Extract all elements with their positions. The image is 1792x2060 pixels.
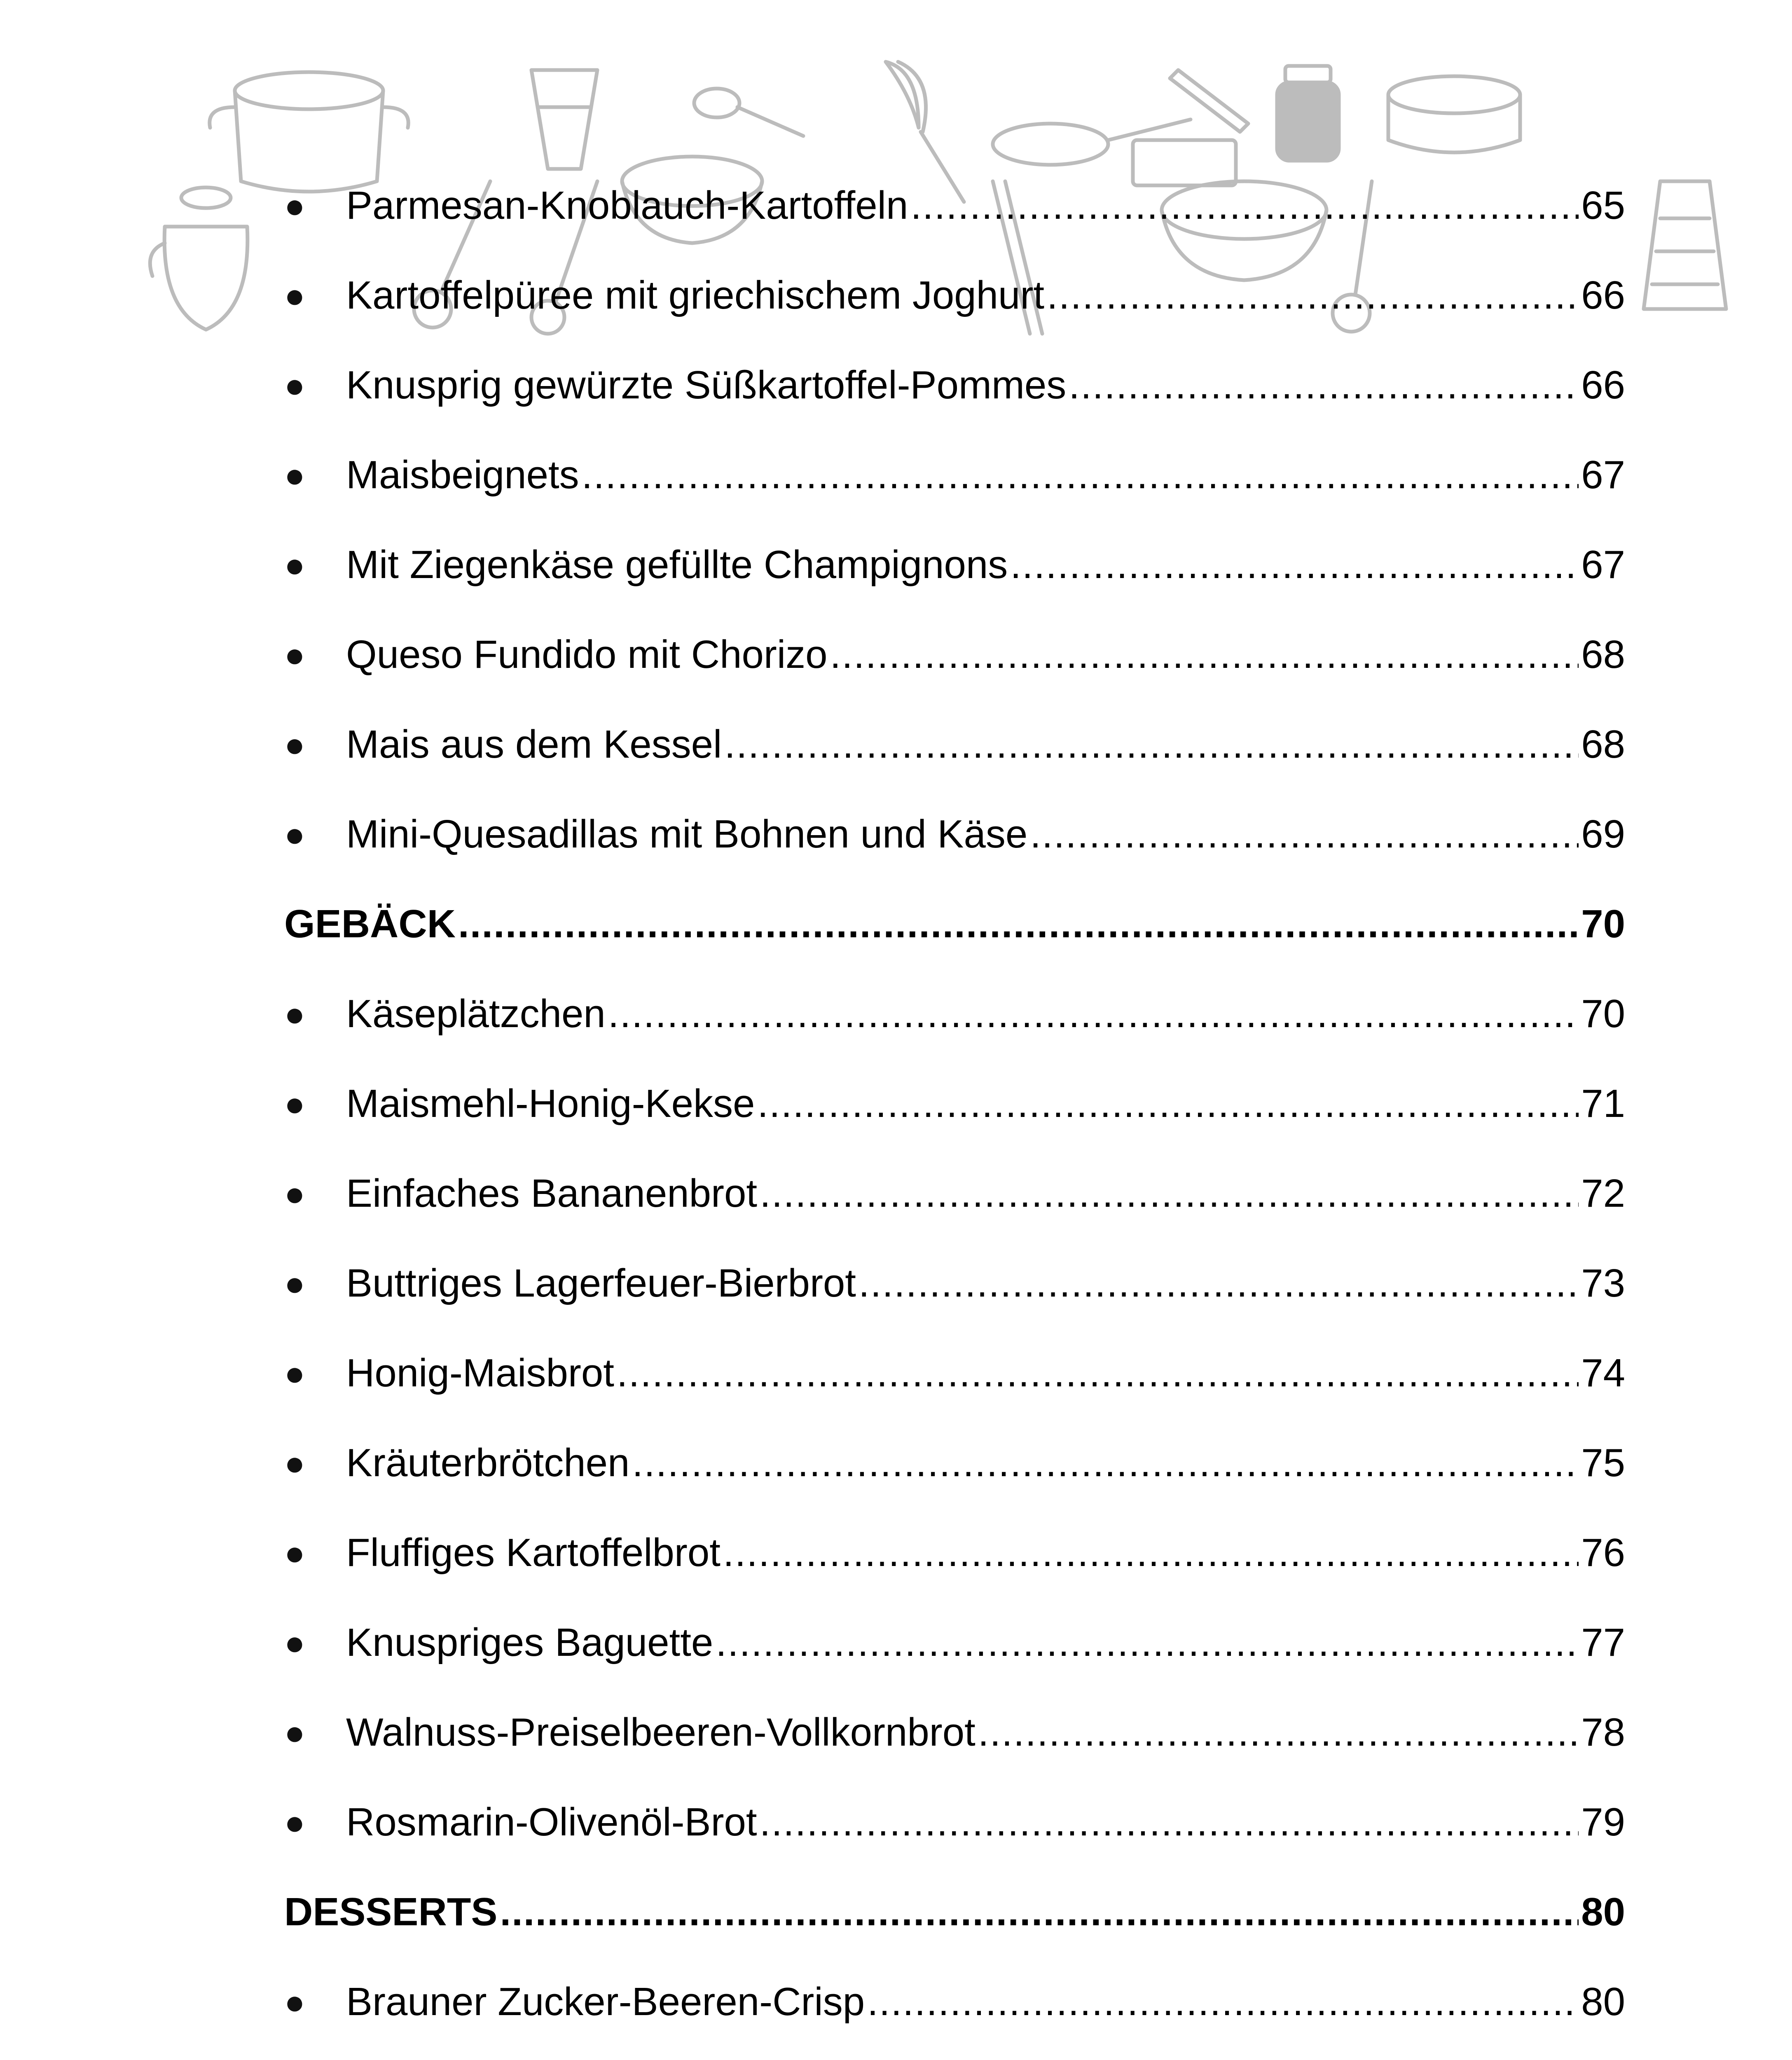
dot-leader [582,455,1579,495]
dot-leader [760,1802,1579,1842]
dot-leader [632,1443,1579,1483]
toc-entry-page-number: 68 [1581,722,1625,766]
toc-entry [284,1059,1625,1149]
toc-entry-page-number: 74 [1581,1351,1625,1395]
dot-leader [458,904,1579,944]
toc-entry-title: Honig-Maisbrot [346,1351,614,1395]
dot-leader [1010,545,1579,585]
toc-entry-page-number: 66 [1581,363,1625,407]
toc-entry-title: Mini-Quesadillas mit Bohnen und Käse [346,812,1028,856]
bullet-icon: ● [284,186,305,225]
toc-section-heading [284,879,1625,969]
pan-icon [993,119,1191,165]
dot-leader [724,725,1579,764]
bullet-icon: ● [284,276,305,315]
toc-entry-page-number: 67 [1581,543,1625,587]
toc-entry [284,520,1625,610]
dot-leader [830,635,1579,674]
toc-entry-title: GEBÄCK [284,902,456,946]
bullet-icon: ● [284,815,305,854]
toc-entry-title: Queso Fundido mit Chorizo [346,632,828,677]
toc-entry [284,1149,1625,1238]
toc-entry [284,340,1625,430]
toc-entry-page-number: 70 [1581,902,1625,946]
toc-entry [284,1238,1625,1328]
bullet-icon: ● [284,995,305,1033]
toc-entry-page-number: 66 [1581,273,1625,317]
toc-entry-page-number: 73 [1581,1261,1625,1305]
toc-entry [284,1598,1625,1688]
bullet-icon: ● [284,1354,305,1393]
dot-leader [1030,815,1579,854]
toc-entry [284,1777,1625,1867]
dot-leader [910,186,1579,225]
toc-entry-title: Rosmarin-Olivenöl-Brot [346,1800,757,1844]
sugar-bowl-icon [150,187,248,330]
bullet-icon: ● [284,1983,305,2021]
toc-entry-title: Maisbeignets [346,453,579,497]
toc-entry-page-number: 80 [1581,1890,1625,1934]
toc-entry-title: DESSERTS [284,1890,498,1934]
toc-entry-page-number: 68 [1581,632,1625,677]
dot-leader [608,994,1579,1034]
toc-entry-page-number: 78 [1581,1710,1625,1754]
toc-entry [284,610,1625,700]
bullet-icon: ● [284,1533,305,1572]
toc-entry-page-number: 69 [1581,812,1625,856]
bullet-icon: ● [284,1084,305,1123]
dot-leader [723,1533,1579,1573]
bullet-icon: ● [284,725,305,764]
bullet-icon: ● [284,1803,305,1842]
bullet-icon: ● [284,456,305,494]
toc-entry-title: Kräuterbrötchen [346,1441,630,1485]
grater-icon [1644,181,1726,309]
toc-entry-page-number: 72 [1581,1171,1625,1215]
toc-entry-title: Brauner Zucker-Beeren-Crisp [346,1980,865,2024]
toc-entry-page-number: 70 [1581,992,1625,1036]
dot-leader [500,1892,1579,1932]
toc-entry-page-number: 80 [1581,1980,1625,2024]
toc-entry [284,1508,1625,1598]
toc-entry-title: Knuspriges Baguette [346,1620,714,1664]
toc-entry [284,1328,1625,1418]
bullet-icon: ● [284,635,305,674]
toc-entry-title: Knusprig gewürzte Süßkartoffel-Pommes [346,363,1067,407]
toc-entry-title: Mit Ziegenkäse gefüllte Champignons [346,543,1008,587]
dot-leader [867,1982,1579,2022]
dot-leader [1069,365,1579,405]
toc-entry-title: Buttriges Lagerfeuer-Bierbrot [346,1261,856,1305]
toc-entry-title: Käseplätzchen [346,992,606,1036]
toc-entry-title: Walnuss-Preiselbeeren-Vollkornbrot [346,1710,976,1754]
toc-entry [284,1957,1625,2047]
bullet-icon: ● [284,1174,305,1213]
cake-tin-icon [1388,76,1520,152]
spoon-icon [694,89,803,136]
dot-leader [716,1623,1579,1662]
toc-entry-page-number: 65 [1581,183,1625,227]
bullet-icon: ● [284,1444,305,1482]
toc-entry [284,250,1625,340]
toc-entry-title: Einfaches Bananenbrot [346,1171,758,1215]
toc-entry [284,789,1625,879]
bullet-icon: ● [284,1264,305,1303]
toc-entry-title: Parmesan-Knoblauch-Kartoffeln [346,183,908,227]
bullet-icon: ● [284,1623,305,1662]
toc-entry-page-number: 67 [1581,453,1625,497]
bullet-icon: ● [284,1713,305,1752]
toc-entry-page-number: 79 [1581,1800,1625,1844]
dot-leader [1047,276,1579,315]
bullet-icon: ● [284,545,305,584]
table-of-contents [284,161,1625,2060]
glass-icon [531,70,597,169]
toc-entry-page-number: 71 [1581,1082,1625,1126]
toc-entry-title: Maismehl-Honig-Kekse [346,1082,755,1126]
toc-entry [284,700,1625,789]
toc-entry-page-number: 75 [1581,1441,1625,1485]
toc-entry-page-number: 77 [1581,1620,1625,1664]
dot-leader [760,1174,1579,1213]
jar-icon [1277,66,1339,161]
toc-section-heading [284,1867,1625,1957]
dot-leader [617,1353,1579,1393]
toc-entry [284,1418,1625,1508]
dot-leader [757,1084,1579,1124]
toc-entry [284,161,1625,250]
toc-entry [284,430,1625,520]
toc-entry-title: Fluffiges Kartoffelbrot [346,1531,721,1575]
dot-leader [859,1264,1579,1303]
bullet-icon: ● [284,366,305,405]
toc-entry [284,969,1625,1059]
toc-entry [284,2047,1625,2060]
toc-entry-title: Mais aus dem Kessel [346,722,722,766]
toc-entry-page-number: 76 [1581,1531,1625,1575]
toc-entry-title: Kartoffelpüree mit griechischem Joghurt [346,273,1045,317]
toc-entry [284,1688,1625,1777]
dot-leader [978,1713,1579,1752]
